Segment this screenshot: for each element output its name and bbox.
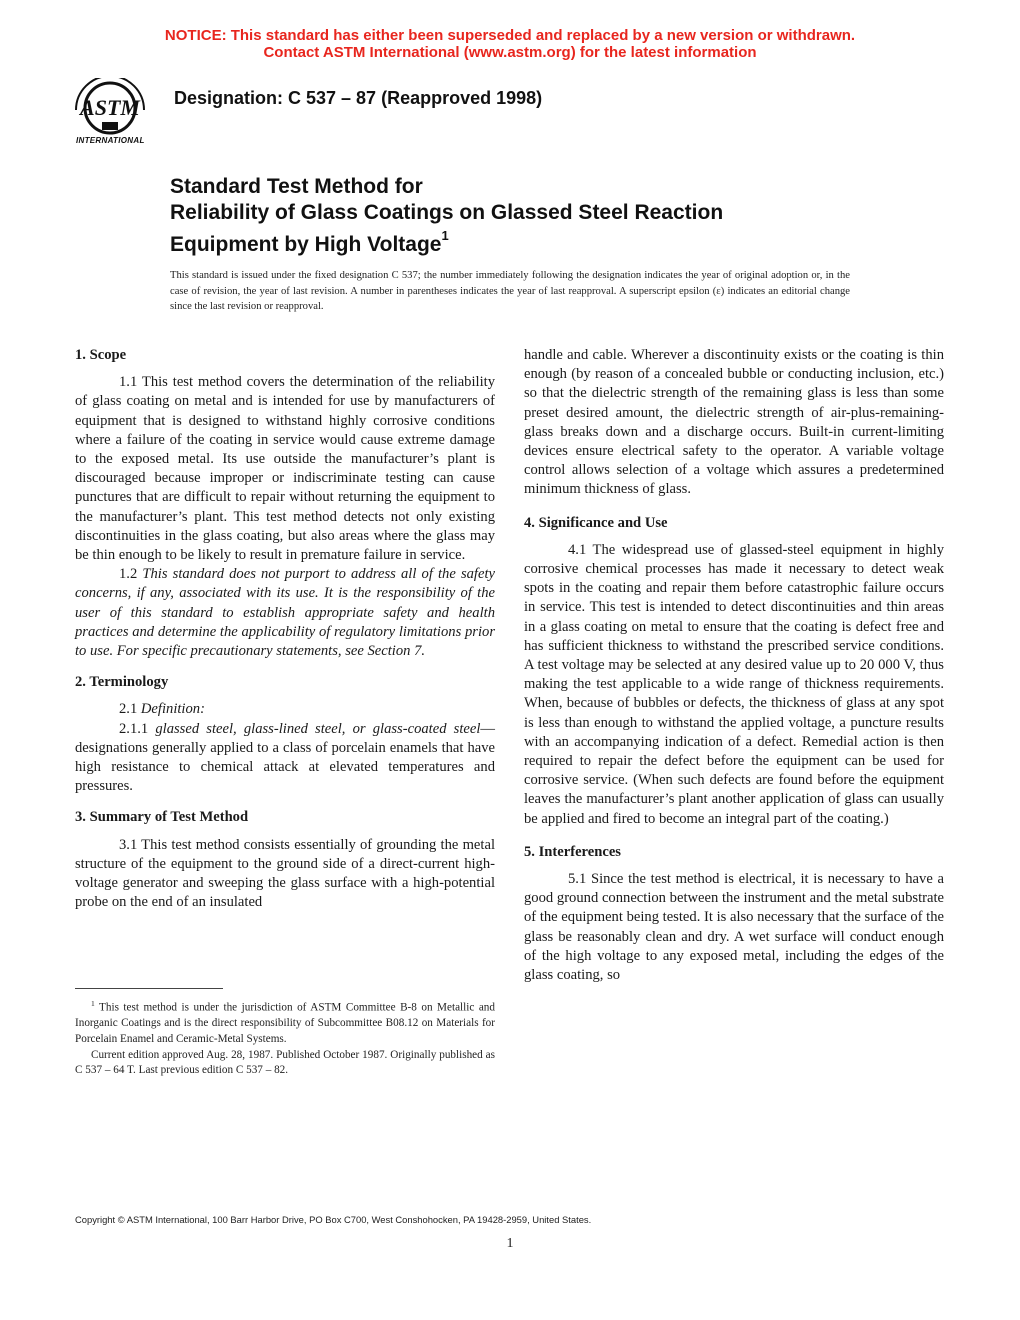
issue-note: This standard is issued under the fixed designation C 537; the number immediately following the designation indicates the year of original adoption or, in the case of revision, the year of last revision. A number in parentheses indicates the year of last reapproval. A superscript epsilon (ε) indicates an editorial change since the last revision or reapproval.	[170, 270, 850, 312]
designation: Designation: C 537 – 87 (Reapproved 1998)	[174, 88, 543, 108]
logo-international-text: INTERNATIONAL	[76, 136, 145, 145]
para-5-1: 5.1 Since the test method is electrical, it is necessary to have a good ground connection between the instrument and the metal substrate of the equipment being tested. It is also necessary that the surface of the glass be reasonably clean and dry. A wet surface will conduct enough of the high voltage to any exposed metal, including the edges of the glass coating, so	[524, 871, 944, 984]
footnote-edition: Current edition approved Aug. 28, 1987. Published October 1987. Originally published as C 537 – 64 T. Last previous edition C 537 – 82.	[75, 1048, 495, 1077]
para-3-1-continued: handle and cable. Wherever a discontinuity exists or the coating is thin enough (by reason of a concealed bubble or conducting inclusion, etc.) so that the dielectric strength of the remaining glass is less than some preset desired amount, the dielectric strength of air-plus-remaining-glass breaks down and a discharge occurs. Built-in current-limiting devices ensure electrical safety to the operator. A variable voltage control allows selection of a voltage which assures a predetermined minimum thickness of glass.	[524, 347, 944, 498]
footnote-1: $^1$ This test method is under the jurisdiction of ASTM Committee B-8 on Metallic and Inorganic Coatings and is the direct responsibility of Subcommittee B08.12 on Materials for Porcelain Enamel and Ceramic-Metal Systems.	[75, 999, 495, 1045]
title-line-1: Standard Test Method for	[170, 175, 423, 198]
heading-scope: 1. Scope	[75, 347, 127, 363]
para-1-2: 1.2 This standard does not purport to address all of the safety concerns, if any, associated with its use. It is the responsibility of the user of this standard to establish appropriate safety and health practices and determine the applicability of regulatory limitations prior to use. For specific precautionary statements, see Section 7.	[75, 566, 495, 660]
copyright: Copyright © ASTM International, 100 Barr Harbor Drive, PO Box C700, West Conshohocken, PA 19428-2959, United States.	[75, 1214, 592, 1225]
astm-logo	[62, 78, 160, 148]
svg-text:ASTM: ASTM	[80, 95, 140, 120]
para-3-1: 3.1 This test method consists essentially of grounding the metal structure of the equipment to the ground side of a direct-current high-voltage generator and sweeping the glass surface with a high-potential probe on the end of an insulated	[75, 836, 495, 911]
footnotes	[75, 996, 495, 1079]
document-title	[170, 174, 930, 258]
title-footnote-ref: 1	[441, 228, 449, 243]
heading-terminology: 2. Terminology	[75, 674, 169, 691]
title-line-2: Reliability of Glass Coatings on Glassed Steel Reaction	[170, 201, 724, 224]
heading-summary: 3. Summary of Test Method	[75, 809, 249, 826]
page-number: 1	[506, 1236, 514, 1251]
para-4-1: 4.1 The widespread use of glassed-steel equipment in highly corrosive chemical processes has made it necessary to detect weak spots in the coating and repair them before catastrophic failure occurs in service. This test is intended to detect discontinuities and thin areas in a glass coating on metal to ensure that the coating is defect free and has sufficient thickness to withstand the prescribed service conditions. A test voltage may be selected at any desired value up to 20 000 V, thus making the test applicable to a wide range of thickness requirements. When, because of bubbles or defects, the thickness of glass at any spot is less than enough to withstand the applied voltage, a puncture results with an accompanying indication of a defect. Remedial action is then required to repair the defect before the equipment can be used for corrosive service. (When such defects are found before the equipment leaves the manufacturer’s plant another application of glass can usually be applied and fired to become an integral part of the coating.)	[524, 541, 944, 827]
column-left	[75, 346, 495, 912]
title-line-3: Equipment by High Voltage$^1$	[170, 228, 449, 256]
withdrawn-notice	[0, 27, 1020, 61]
para-2-1: 2.1 Definition:	[119, 701, 205, 718]
para-1-1: 1.1 This test method covers the determination of the reliability of glass coating on metal and is intended for use by manufacturers of equipment that is designed to withstand highly corrosive conditions where a failure of the coating in service would cause extreme damage to the exposed metal. Its use outside the manufacturer’s plant is discouraged because improper or indiscriminate testing can cause punctures that are difficult to repair without returning the equipment to the manufacturer’s plant. This test method detects not only existing discontinuities in the glass coating, but also areas where the glass may be thin enough to be likely to result in premature failure in service.	[75, 374, 495, 564]
heading-significance: 4. Significance and Use	[524, 514, 668, 531]
notice-line-1: NOTICE: This standard has either been superseded and replaced by a new version or withdrawn.	[164, 27, 856, 44]
heading-interferences: 5. Interferences	[524, 843, 621, 860]
footnote-divider	[75, 988, 223, 989]
para-2-1-1: 2.1.1 glassed steel, glass-lined steel, or glass-coated steel—designations generally applied to a class of porcelain enamels that have high resistance to chemical attack at elevated temperatures and pressures.	[75, 720, 495, 795]
column-right	[524, 346, 944, 985]
notice-line-2: Contact ASTM International (www.astm.org) for the latest information	[263, 44, 757, 61]
